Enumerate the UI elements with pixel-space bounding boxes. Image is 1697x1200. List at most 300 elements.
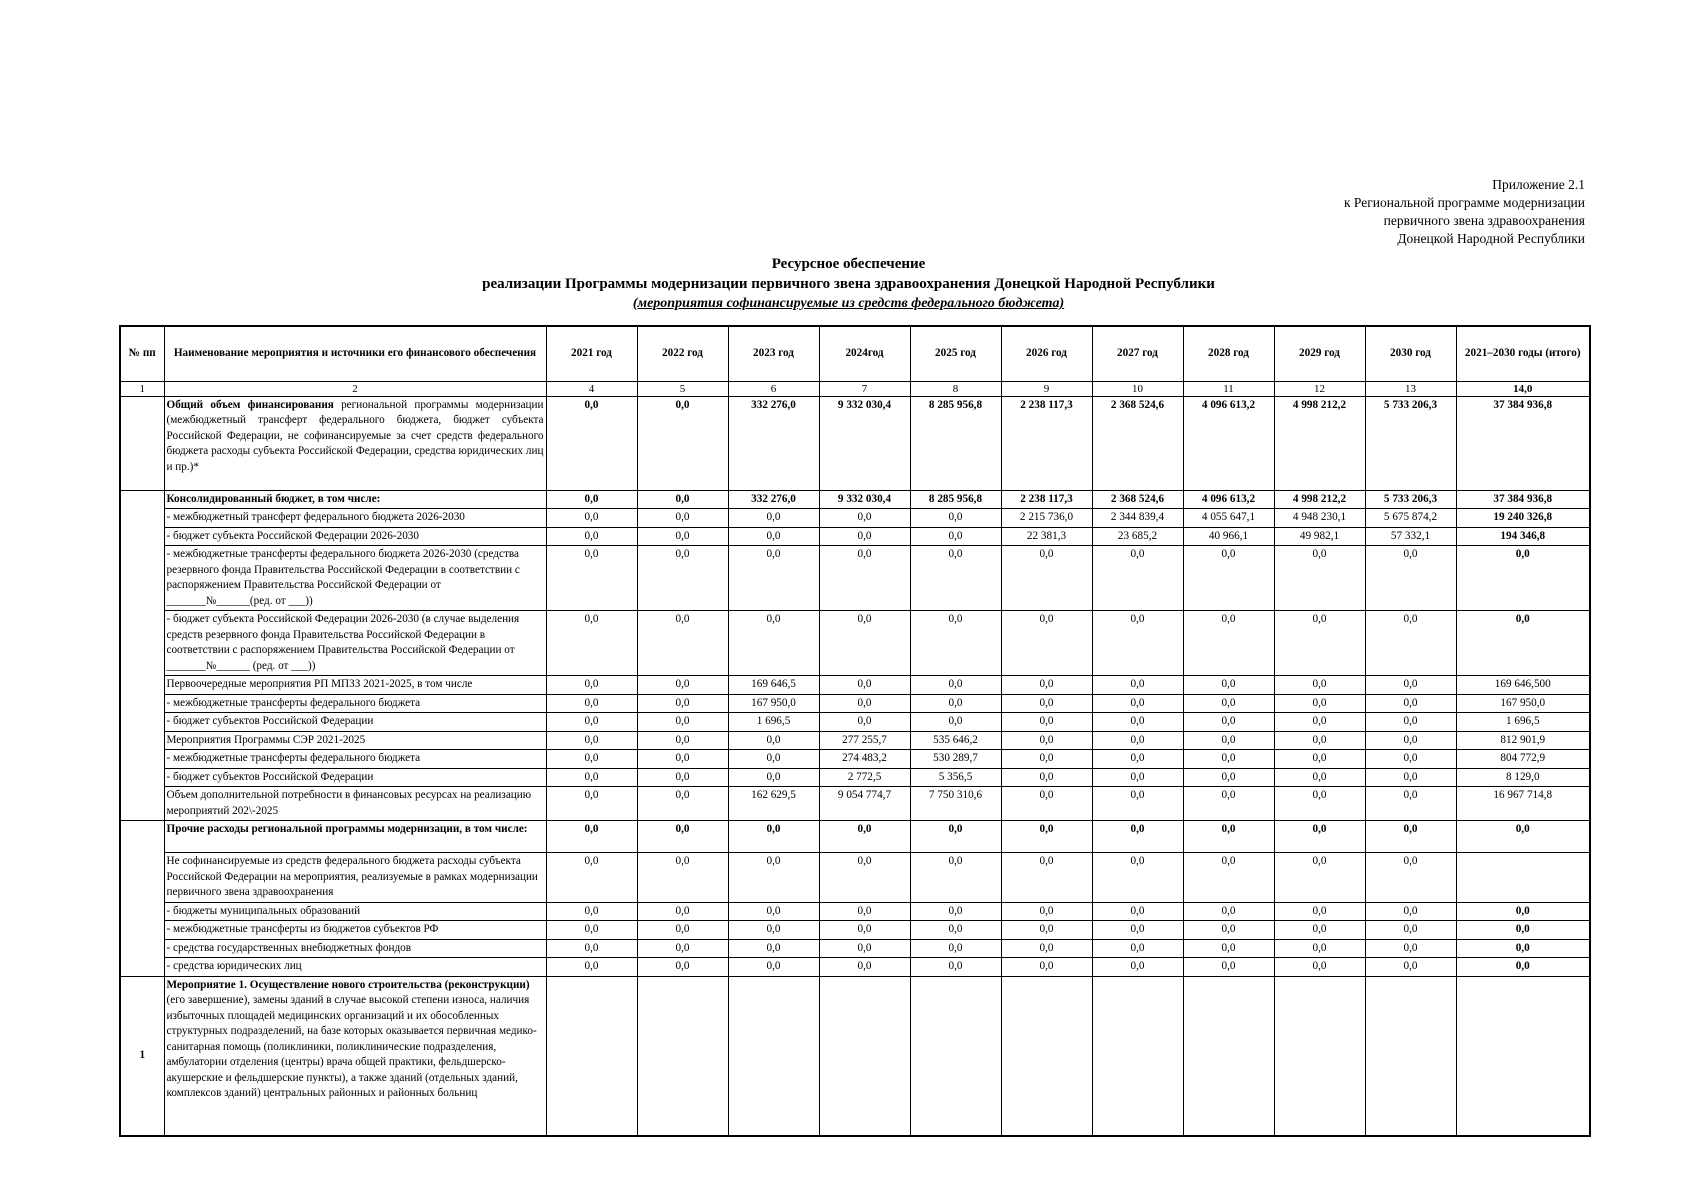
value-cell	[637, 976, 728, 1136]
value-cell: 0,0	[1274, 853, 1365, 903]
row-name-text: (его завершение), замены зданий в случае высокой степени износа, наличия избыточных площадей медицинских организаций и их обособленных структурных подразделений, на базе которых оказывается первичная медико-санитарная помощь (поликлиники, поликлинические подразделения, амбулатории отделения (центры) врача общей практики, фельдшерско-акушерские и фельдшерские пункты), а также зданий (отдельных зданий, комплексов зданий) центральных районных и районных больниц	[166, 994, 537, 1099]
value-cell: 0,0	[546, 921, 637, 940]
value-cell: 0,0	[1092, 750, 1183, 769]
value-cell: 0,0	[910, 546, 1001, 611]
value-cell: 0,0	[1092, 611, 1183, 676]
total-cell: 19 240 326,8	[1456, 509, 1590, 528]
value-cell: 0,0	[1274, 713, 1365, 732]
value-cell: 0,0	[1365, 939, 1456, 958]
value-cell: 0,0	[546, 490, 637, 509]
value-cell: 0,0	[728, 731, 819, 750]
row-name-text: Общий объем финансирования региональной программы модернизации (межбюджетный трансферт федерального бюджета, бюджет субъекта Российской Федерации, не софинансируемые за счет средств федерального бюджета расходы субъекта Российской Федерации, средства юридических лиц и пр.)*	[166, 398, 544, 473]
value-cell: 0,0	[1365, 958, 1456, 977]
value-cell: 0,0	[1001, 750, 1092, 769]
value-cell: 4 998 212,2	[1274, 490, 1365, 509]
value-cell: 0,0	[1183, 731, 1274, 750]
total-cell: 0,0	[1456, 902, 1590, 921]
row-name-cell: - бюджет субъекта Российской Федерации 2026-2030 (в случае выделения средств резервного фонда Правительства Российской Федерации в соответствии с распоряжением Правительства Российской Федерации от _______№______ (ред. от ___))	[164, 611, 546, 676]
value-cell: 169 646,5	[728, 676, 819, 695]
value-cell: 4 998 212,2	[1274, 396, 1365, 490]
value-cell: 0,0	[1365, 921, 1456, 940]
row-name-cell: - межбюджетные трансферты федерального бюджета 2026-2030 (средства резервного фонда Правительства Российской Федерации в соответствии с распоряжением Правительства Российской Федерации от _______№______(ред. от ___))	[164, 546, 546, 611]
table-row	[120, 750, 1590, 769]
table-header-row	[120, 326, 1590, 381]
value-cell: 0,0	[910, 902, 1001, 921]
value-cell: 2 344 839,4	[1092, 509, 1183, 528]
row-number-cell	[120, 396, 164, 490]
value-cell: 274 483,2	[819, 750, 910, 769]
value-cell	[910, 976, 1001, 1136]
index-cell: 14,0	[1456, 381, 1590, 396]
value-cell: 0,0	[1001, 611, 1092, 676]
value-cell: 0,0	[819, 713, 910, 732]
total-cell: 812 901,9	[1456, 731, 1590, 750]
value-cell: 1 696,5	[728, 713, 819, 732]
value-cell: 5 675 874,2	[1365, 509, 1456, 528]
title-line-2: реализации Программы модернизации первичного звена здравоохранения Донецкой Народной Республики	[482, 276, 1215, 292]
value-cell: 0,0	[1001, 939, 1092, 958]
value-cell: 0,0	[728, 546, 819, 611]
value-cell: 5 356,5	[910, 768, 1001, 787]
value-cell: 0,0	[1092, 939, 1183, 958]
value-cell: 0,0	[819, 958, 910, 977]
value-cell: 0,0	[637, 958, 728, 977]
value-cell	[1274, 976, 1365, 1136]
value-cell: 0,0	[1092, 787, 1183, 821]
value-cell: 0,0	[1274, 546, 1365, 611]
header-year: 2026 год	[1001, 326, 1092, 381]
index-cell: 7	[819, 381, 910, 396]
value-cell: 0,0	[1183, 787, 1274, 821]
index-cell: 6	[728, 381, 819, 396]
value-cell: 0,0	[1183, 853, 1274, 903]
value-cell	[1001, 976, 1092, 1136]
value-cell: 0,0	[1365, 611, 1456, 676]
value-cell: 0,0	[1365, 787, 1456, 821]
appendix-line-3: первичного звена здравоохранения	[1383, 213, 1585, 228]
value-cell: 0,0	[546, 821, 637, 853]
table-row	[120, 958, 1590, 977]
value-cell: 4 948 230,1	[1274, 509, 1365, 528]
value-cell: 0,0	[910, 921, 1001, 940]
value-cell: 0,0	[1092, 921, 1183, 940]
header-name: Наименование мероприятия и источники его финансового обеспечения	[164, 326, 546, 381]
row-name-cell: - межбюджетные трансферты федерального бюджета	[164, 750, 546, 769]
value-cell: 0,0	[637, 731, 728, 750]
value-cell: 0,0	[1001, 902, 1092, 921]
value-cell: 0,0	[1092, 694, 1183, 713]
value-cell: 0,0	[637, 490, 728, 509]
value-cell: 5 733 206,3	[1365, 396, 1456, 490]
value-cell: 0,0	[546, 750, 637, 769]
value-cell: 0,0	[546, 713, 637, 732]
value-cell: 8 285 956,8	[910, 396, 1001, 490]
row-name-cell: - бюджет субъекта Российской Федерации 2026-2030	[164, 527, 546, 546]
value-cell: 5 733 206,3	[1365, 490, 1456, 509]
value-cell: 0,0	[637, 396, 728, 490]
value-cell: 0,0	[546, 694, 637, 713]
table-row	[120, 509, 1590, 528]
value-cell: 0,0	[637, 676, 728, 695]
value-cell: 0,0	[910, 694, 1001, 713]
value-cell: 0,0	[1365, 750, 1456, 769]
value-cell: 0,0	[637, 509, 728, 528]
value-cell: 0,0	[1274, 921, 1365, 940]
value-cell	[728, 976, 819, 1136]
value-cell: 0,0	[1001, 921, 1092, 940]
value-cell: 0,0	[1365, 853, 1456, 903]
index-cell: 4	[546, 381, 637, 396]
header-year: 2028 год	[1183, 326, 1274, 381]
title-line-1: Ресурсное обеспечение	[771, 256, 926, 272]
value-cell: 0,0	[637, 750, 728, 769]
table-row	[120, 821, 1590, 853]
header-year: 2021 год	[546, 326, 637, 381]
value-cell: 535 646,2	[910, 731, 1001, 750]
value-cell: 0,0	[819, 902, 910, 921]
value-cell: 2 368 524,6	[1092, 396, 1183, 490]
table-row	[120, 490, 1590, 509]
value-cell: 0,0	[1001, 676, 1092, 695]
value-cell: 0,0	[1092, 853, 1183, 903]
value-cell: 530 289,7	[910, 750, 1001, 769]
value-cell: 0,0	[1092, 821, 1183, 853]
value-cell: 0,0	[546, 527, 637, 546]
value-cell: 0,0	[910, 611, 1001, 676]
value-cell: 0,0	[637, 713, 728, 732]
row-name-cell: Прочие расходы региональной программы модернизации, в том числе:	[164, 821, 546, 853]
value-cell: 0,0	[546, 958, 637, 977]
value-cell: 0,0	[1001, 694, 1092, 713]
resource-table	[119, 325, 1591, 1137]
value-cell: 332 276,0	[728, 396, 819, 490]
value-cell: 0,0	[1001, 713, 1092, 732]
row-name-cell: Мероприятия Программы СЭР 2021-2025	[164, 731, 546, 750]
value-cell: 0,0	[1183, 768, 1274, 787]
value-cell: 4 096 613,2	[1183, 490, 1274, 509]
value-cell: 0,0	[728, 509, 819, 528]
table-row	[120, 527, 1590, 546]
value-cell: 9 332 030,4	[819, 396, 910, 490]
table-row	[120, 676, 1590, 695]
document-title	[0, 254, 1697, 314]
value-cell: 0,0	[1274, 787, 1365, 821]
table-body	[120, 326, 1590, 1136]
row-name-cell: - бюджет субъектов Российской Федерации	[164, 713, 546, 732]
value-cell: 0,0	[1274, 958, 1365, 977]
total-cell: 37 384 936,8	[1456, 396, 1590, 490]
table-row	[120, 694, 1590, 713]
table-row	[120, 713, 1590, 732]
value-cell: 0,0	[637, 921, 728, 940]
value-cell: 0,0	[910, 958, 1001, 977]
value-cell: 0,0	[1001, 958, 1092, 977]
value-cell: 0,0	[1365, 768, 1456, 787]
value-cell	[1183, 976, 1274, 1136]
total-cell: 16 967 714,8	[1456, 787, 1590, 821]
total-cell: 804 772,9	[1456, 750, 1590, 769]
value-cell: 0,0	[1183, 546, 1274, 611]
value-cell: 9 054 774,7	[819, 787, 910, 821]
table-row	[120, 731, 1590, 750]
total-cell: 1 696,5	[1456, 713, 1590, 732]
table-row	[120, 939, 1590, 958]
value-cell: 0,0	[819, 939, 910, 958]
value-cell: 0,0	[728, 853, 819, 903]
row-name-cell	[164, 396, 546, 490]
value-cell: 0,0	[546, 853, 637, 903]
value-cell: 0,0	[819, 853, 910, 903]
value-cell: 0,0	[1092, 731, 1183, 750]
index-cell: 11	[1183, 381, 1274, 396]
value-cell: 4 055 647,1	[1183, 509, 1274, 528]
value-cell: 0,0	[1365, 694, 1456, 713]
value-cell: 0,0	[1274, 694, 1365, 713]
row-name-cell: - средства государственных внебюджетных фондов	[164, 939, 546, 958]
title-line-3: (мероприятия софинансируемые из средств федерального бюджета)	[632, 296, 1065, 311]
value-cell: 277 255,7	[819, 731, 910, 750]
value-cell: 0,0	[546, 546, 637, 611]
value-cell: 22 381,3	[1001, 527, 1092, 546]
value-cell: 0,0	[637, 694, 728, 713]
value-cell: 2 238 117,3	[1001, 396, 1092, 490]
value-cell: 0,0	[1365, 546, 1456, 611]
value-cell: 2 215 736,0	[1001, 509, 1092, 528]
index-cell: 1	[120, 381, 164, 396]
value-cell: 49 982,1	[1274, 527, 1365, 546]
total-cell	[1456, 853, 1590, 903]
appendix-block	[1344, 176, 1585, 248]
table-row	[120, 611, 1590, 676]
index-cell: 12	[1274, 381, 1365, 396]
value-cell: 0,0	[819, 611, 910, 676]
value-cell: 0,0	[1274, 768, 1365, 787]
value-cell: 0,0	[546, 611, 637, 676]
value-cell: 0,0	[910, 853, 1001, 903]
value-cell: 0,0	[1274, 731, 1365, 750]
value-cell: 0,0	[1183, 694, 1274, 713]
value-cell: 0,0	[910, 509, 1001, 528]
index-cell: 5	[637, 381, 728, 396]
row-number-cell	[120, 490, 164, 821]
value-cell: 0,0	[546, 731, 637, 750]
value-cell: 0,0	[1274, 750, 1365, 769]
value-cell: 0,0	[1274, 821, 1365, 853]
value-cell: 0,0	[819, 676, 910, 695]
table-row	[120, 853, 1590, 903]
total-cell: 0,0	[1456, 611, 1590, 676]
total-cell: 0,0	[1456, 958, 1590, 977]
value-cell: 0,0	[728, 527, 819, 546]
row-name-cell: Первоочередные мероприятия РП МПЗЗ 2021-2025, в том числе	[164, 676, 546, 695]
value-cell: 0,0	[1365, 821, 1456, 853]
row-name-cell	[164, 976, 546, 1136]
value-cell: 0,0	[546, 939, 637, 958]
value-cell	[1365, 976, 1456, 1136]
row-name-cell: Не софинансируемые из средств федерального бюджета расходы субъекта Российской Федерации на мероприятия, реализуемые в рамках модернизации первичного звена здравоохранения	[164, 853, 546, 903]
index-cell: 9	[1001, 381, 1092, 396]
value-cell: 0,0	[1001, 853, 1092, 903]
value-cell: 0,0	[1183, 821, 1274, 853]
total-cell: 0,0	[1456, 921, 1590, 940]
value-cell: 0,0	[637, 611, 728, 676]
value-cell: 0,0	[1183, 611, 1274, 676]
row-name-cell: Консолидированный бюджет, в том числе:	[164, 490, 546, 509]
value-cell: 40 966,1	[1183, 527, 1274, 546]
value-cell	[546, 976, 637, 1136]
value-cell: 167 950,0	[728, 694, 819, 713]
value-cell: 0,0	[1092, 902, 1183, 921]
total-cell: 0,0	[1456, 821, 1590, 853]
total-cell: 0,0	[1456, 546, 1590, 611]
index-cell: 10	[1092, 381, 1183, 396]
appendix-line-4: Донецкой Народной Республики	[1397, 231, 1585, 246]
value-cell: 0,0	[546, 768, 637, 787]
header-year: 2025 год	[910, 326, 1001, 381]
value-cell: 0,0	[1183, 958, 1274, 977]
value-cell: 332 276,0	[728, 490, 819, 509]
header-total: 2021–2030 годы (итого)	[1456, 326, 1590, 381]
value-cell: 0,0	[910, 527, 1001, 546]
header-year: 2024год	[819, 326, 910, 381]
value-cell: 2 772,5	[819, 768, 910, 787]
table-row	[120, 768, 1590, 787]
value-cell: 0,0	[910, 713, 1001, 732]
value-cell: 2 368 524,6	[1092, 490, 1183, 509]
value-cell: 0,0	[637, 853, 728, 903]
value-cell: 0,0	[637, 546, 728, 611]
table-row	[120, 546, 1590, 611]
value-cell: 162 629,5	[728, 787, 819, 821]
value-cell: 0,0	[637, 939, 728, 958]
total-cell	[1456, 976, 1590, 1136]
value-cell: 0,0	[1274, 939, 1365, 958]
value-cell: 0,0	[637, 821, 728, 853]
header-year: 2022 год	[637, 326, 728, 381]
total-cell: 194 346,8	[1456, 527, 1590, 546]
row-name-cell: - межбюджетный трансферт федерального бюджета 2026-2030	[164, 509, 546, 528]
value-cell: 0,0	[637, 768, 728, 787]
value-cell: 0,0	[1092, 768, 1183, 787]
value-cell: 4 096 613,2	[1183, 396, 1274, 490]
value-cell: 0,0	[637, 787, 728, 821]
row-name-cell: - бюджет субъектов Российской Федерации	[164, 768, 546, 787]
value-cell: 57 332,1	[1365, 527, 1456, 546]
table-row	[120, 787, 1590, 821]
value-cell: 0,0	[819, 527, 910, 546]
header-year: 2030 год	[1365, 326, 1456, 381]
value-cell: 0,0	[1001, 731, 1092, 750]
value-cell: 0,0	[819, 546, 910, 611]
index-cell: 2	[164, 381, 546, 396]
value-cell: 0,0	[546, 509, 637, 528]
value-cell	[819, 976, 910, 1136]
header-year: 2029 год	[1274, 326, 1365, 381]
value-cell: 0,0	[1183, 676, 1274, 695]
header-no: № пп	[120, 326, 164, 381]
value-cell: 0,0	[546, 787, 637, 821]
row-number-cell	[120, 821, 164, 977]
value-cell: 0,0	[1001, 787, 1092, 821]
table-row	[120, 396, 1590, 490]
value-cell: 0,0	[819, 509, 910, 528]
row-number-cell: 1	[120, 976, 164, 1136]
value-cell: 0,0	[910, 676, 1001, 695]
total-cell: 169 646,500	[1456, 676, 1590, 695]
value-cell: 0,0	[1001, 768, 1092, 787]
value-cell: 0,0	[1183, 902, 1274, 921]
value-cell: 0,0	[1183, 939, 1274, 958]
value-cell: 0,0	[637, 902, 728, 921]
value-cell: 0,0	[1365, 731, 1456, 750]
value-cell: 0,0	[1001, 546, 1092, 611]
value-cell: 23 685,2	[1092, 527, 1183, 546]
value-cell: 0,0	[546, 676, 637, 695]
value-cell: 0,0	[637, 527, 728, 546]
table-row	[120, 976, 1590, 1136]
value-cell: 2 238 117,3	[1001, 490, 1092, 509]
value-cell: 0,0	[1365, 676, 1456, 695]
value-cell: 0,0	[546, 902, 637, 921]
row-name-cell: - межбюджетные трансферты из бюджетов субъектов РФ	[164, 921, 546, 940]
total-cell: 167 950,0	[1456, 694, 1590, 713]
value-cell: 0,0	[1274, 676, 1365, 695]
value-cell: 0,0	[1274, 902, 1365, 921]
value-cell: 0,0	[728, 939, 819, 958]
index-cell: 13	[1365, 381, 1456, 396]
column-index-row	[120, 381, 1590, 396]
value-cell: 0,0	[819, 821, 910, 853]
value-cell: 0,0	[1092, 546, 1183, 611]
appendix-line-2: к Региональной программе модернизации	[1344, 195, 1585, 210]
value-cell: 0,0	[1183, 750, 1274, 769]
total-cell: 8 129,0	[1456, 768, 1590, 787]
row-name-cell: - бюджеты муниципальных образований	[164, 902, 546, 921]
value-cell: 0,0	[910, 821, 1001, 853]
value-cell: 0,0	[1183, 921, 1274, 940]
value-cell: 0,0	[1001, 821, 1092, 853]
value-cell: 0,0	[1092, 676, 1183, 695]
value-cell: 0,0	[1092, 713, 1183, 732]
header-year: 2027 год	[1092, 326, 1183, 381]
total-cell: 37 384 936,8	[1456, 490, 1590, 509]
value-cell	[1092, 976, 1183, 1136]
row-name-cell: - межбюджетные трансферты федерального бюджета	[164, 694, 546, 713]
table-row	[120, 921, 1590, 940]
value-cell: 8 285 956,8	[910, 490, 1001, 509]
value-cell: 0,0	[910, 939, 1001, 958]
table-row	[120, 902, 1590, 921]
total-cell: 0,0	[1456, 939, 1590, 958]
value-cell: 0,0	[728, 611, 819, 676]
header-year: 2023 год	[728, 326, 819, 381]
value-cell: 0,0	[1183, 713, 1274, 732]
value-cell: 0,0	[546, 396, 637, 490]
value-cell: 0,0	[1092, 958, 1183, 977]
index-cell: 8	[910, 381, 1001, 396]
value-cell: 0,0	[819, 694, 910, 713]
value-cell: 0,0	[1365, 902, 1456, 921]
appendix-line-1: Приложение 2.1	[1492, 177, 1585, 192]
value-cell: 7 750 310,6	[910, 787, 1001, 821]
value-cell: 0,0	[728, 750, 819, 769]
row-name-cell: Объем дополнительной потребности в финансовых ресурсах на реализацию мероприятий 202\-2025	[164, 787, 546, 821]
value-cell: 0,0	[728, 821, 819, 853]
value-cell: 0,0	[728, 768, 819, 787]
value-cell: 9 332 030,4	[819, 490, 910, 509]
value-cell: 0,0	[1365, 713, 1456, 732]
value-cell: 0,0	[728, 958, 819, 977]
